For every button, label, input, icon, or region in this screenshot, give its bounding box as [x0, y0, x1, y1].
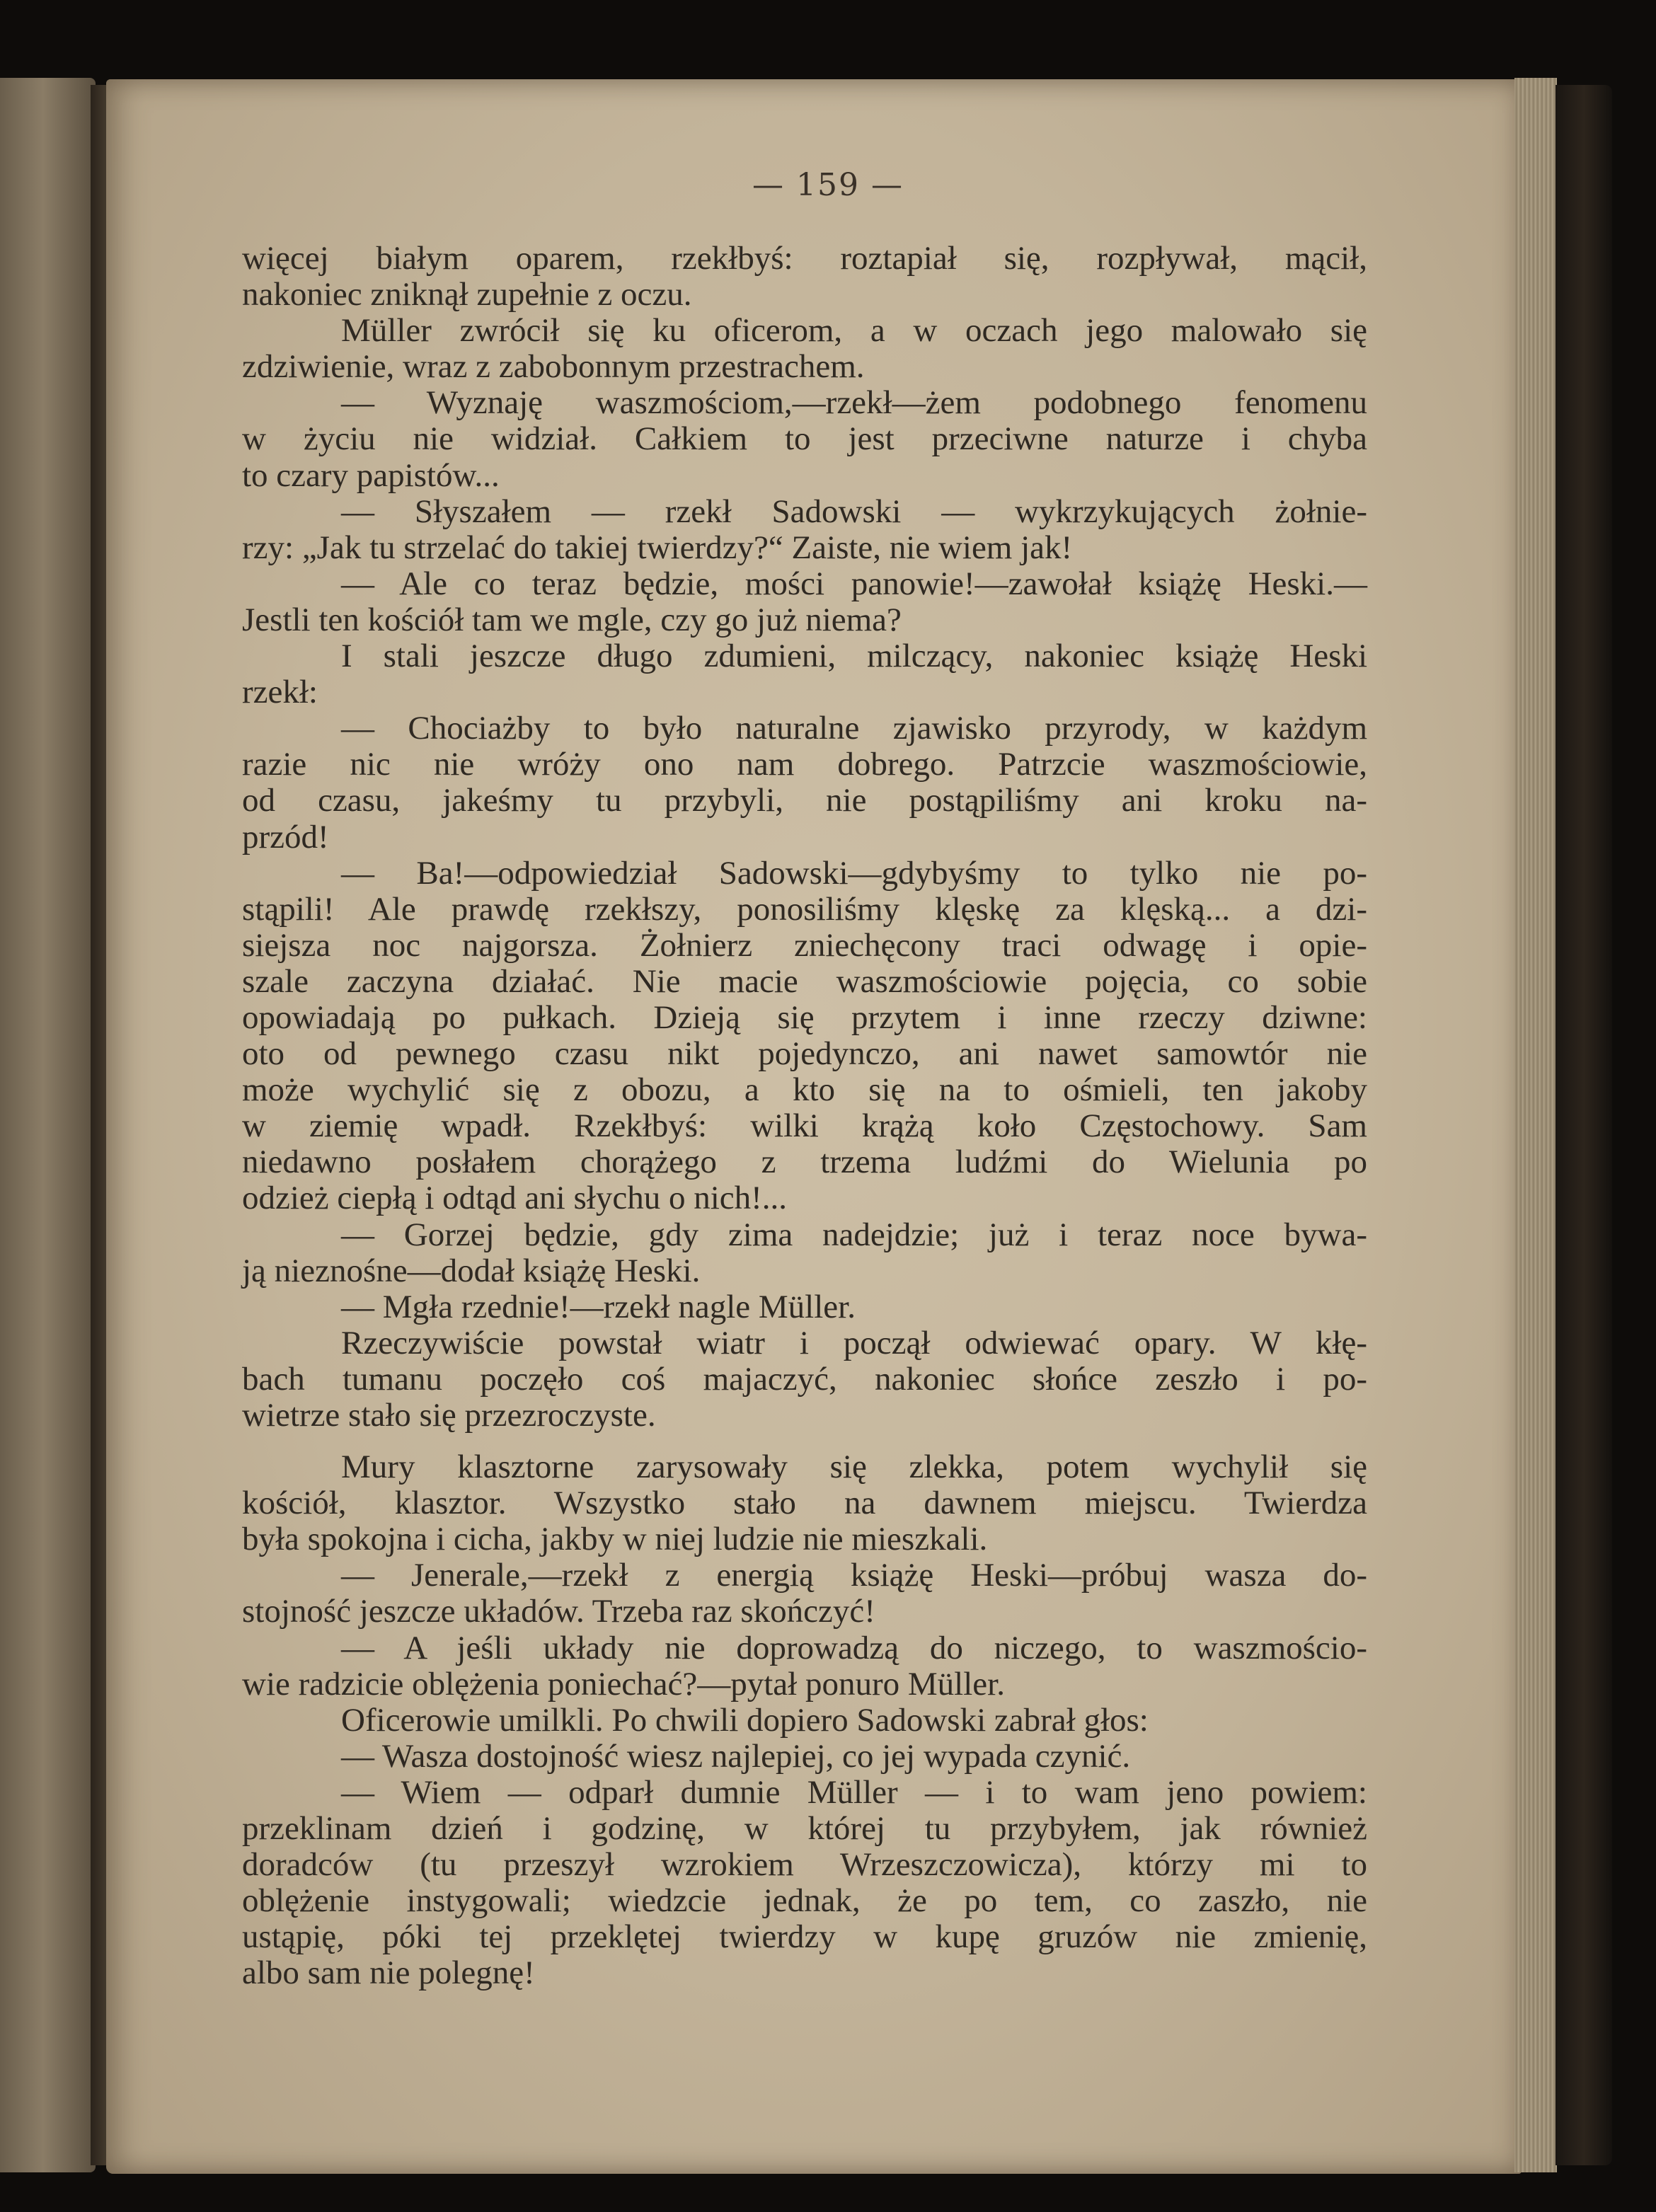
text-line: I stali jeszcze długo zdumieni, milczący, nakoniec książę Heski	[341, 638, 1367, 675]
text-line: razie nic nie wróży ono nam dobrego. Patrzcie waszmościowie,	[242, 746, 1367, 783]
paragraph	[242, 494, 1367, 566]
paragraph	[242, 1557, 1367, 1630]
text-line: była spokojna i cicha, jakby w niej ludzie nie mieszkali.	[242, 1521, 988, 1558]
text-line: w ziemię wpadł. Rzekłbyś: wilki krążą koło Częstochowy. Sam	[242, 1107, 1367, 1145]
text-line: to czary papistów...	[242, 456, 500, 494]
text-line: — Gorzej będzie, gdy zima nadejdzie; już i teraz noce bywa-	[341, 1216, 1367, 1253]
text-line: Oficerowie umilkli. Po chwili dopiero Sadowski zabrał głos:	[341, 1701, 1149, 1739]
text-line: zdziwienie, wraz z zabobonnym przestrachem.	[242, 348, 865, 386]
paragraph-gap	[242, 1434, 1367, 1449]
text-line: wie radzicie oblężenia poniechać?—pytał ponuro Müller.	[242, 1665, 1005, 1703]
paragraph	[242, 1449, 1367, 1557]
text-line: szale zaczyna działać. Nie macie waszmościowie pojęcia, co sobie	[242, 962, 1367, 1000]
text-line: przód!	[242, 818, 329, 856]
paragraph	[242, 241, 1367, 313]
paragraph	[242, 1289, 1367, 1325]
page-number: — 159 —	[752, 167, 904, 203]
text-line: — Wyznaję waszmościom,—rzekł—żem podobnego fenomenu	[341, 384, 1367, 422]
page-text-body	[242, 241, 1367, 1992]
text-line: — Wasza dostojność wiesz najlepiej, co jej wypada czynić.	[341, 1737, 1131, 1775]
paragraph	[242, 1775, 1367, 1992]
text-line: niedawno posłałem chorążego z trzema ludźmi do Wielunia po	[242, 1144, 1367, 1181]
text-line: oblężenie instygowali; wiedzcie jednak, że po tem, co zaszło, nie	[242, 1882, 1367, 1920]
text-line: może wychylić się z obozu, a kto się na to ośmieli, ten jakoby	[242, 1071, 1367, 1109]
text-line: oto od pewnego czasu nikt pojedynczo, ani nawet samowtór nie	[242, 1035, 1367, 1073]
text-line: Mury klasztorne zarysowały się zlekka, potem wychylił się	[341, 1448, 1367, 1486]
text-line: — Wiem — odparł dumnie Müller — i to wam jeno powiem:	[341, 1773, 1367, 1811]
text-line: opowiadają po pułkach. Dzieją się przytem i inne rzeczy dziwne:	[242, 998, 1367, 1036]
paragraph	[242, 1739, 1367, 1775]
paragraph	[242, 856, 1367, 1217]
paragraph	[242, 385, 1367, 493]
text-line: przeklinam dzień i godzinę, w której tu przybyłem, jak również	[242, 1810, 1367, 1848]
left-page-edge	[0, 78, 96, 2172]
paragraph	[242, 566, 1367, 638]
text-line: — Chociażby to było naturalne zjawisko przyrody, w każdym	[341, 710, 1367, 747]
text-line: — Słyszałem — rzekł Sadowski — wykrzykujących żołnie-	[341, 492, 1367, 530]
text-line: — A jeśli układy nie doprowadzą do niczego, to waszmościo-	[341, 1629, 1367, 1666]
text-line: wietrze stało się przezroczyste.	[242, 1397, 656, 1434]
text-line: Rzeczywiście powstał wiatr i począł odwiewać opary. W kłę-	[341, 1324, 1367, 1361]
text-line: odzież ciepłą i odtąd ani słychu o nich!...	[242, 1180, 788, 1217]
paragraph	[242, 638, 1367, 710]
paragraph	[242, 313, 1367, 385]
text-line: stąpili! Ale prawdę rzekłszy, ponosiliśmy klęskę za klęską... a dzi-	[242, 890, 1367, 928]
text-line: ustąpię, póki tej przeklętej twierdzy w kupę gruzów nie zmienię,	[242, 1918, 1367, 1956]
paragraph	[242, 1325, 1367, 1434]
text-line: w życiu nie widział. Całkiem to jest przeciwne naturze i chyba	[242, 420, 1367, 458]
paragraph	[242, 1217, 1367, 1289]
text-line: Jestli ten kościół tam we mgle, czy go już niema?	[242, 601, 902, 638]
text-line: ją nieznośne—dodał książę Heski.	[242, 1252, 701, 1289]
text-line: kościół, klasztor. Wszystko stało na dawnem miejscu. Twierdza	[242, 1485, 1367, 1522]
paragraph	[242, 1630, 1367, 1703]
text-line: od czasu, jakeśmy tu przybyli, nie postąpiliśmy ani kroku na-	[242, 782, 1367, 819]
paragraph	[242, 1703, 1367, 1739]
text-line: więcej białym oparem, rzekłbyś: roztapiał się, rozpływał, mącił,	[242, 240, 1367, 277]
text-line: rzekł:	[242, 674, 318, 711]
text-line: — Ba!—odpowiedział Sadowski—gdybyśmy to tylko nie po-	[341, 854, 1367, 892]
text-line: — Mgła rzednie!—rzekł nagle Müller.	[341, 1288, 856, 1325]
text-line: — Jenerale,—rzekł z energią książę Heski—próbuj wasza do-	[341, 1557, 1367, 1594]
text-line: bach tumanu poczęło coś majaczyć, nakoniec słońce zeszło i po-	[242, 1360, 1367, 1398]
text-line: stojność jeszcze układów. Trzeba raz skończyć!	[242, 1593, 875, 1630]
text-line: doradców (tu przeszył wzrokiem Wrzeszczowicza), którzy mi to	[242, 1846, 1367, 1884]
paragraph	[242, 710, 1367, 855]
book-cover-edge	[1556, 85, 1612, 2165]
page-stack-edge	[1514, 78, 1557, 2172]
text-line: albo sam nie polegnę!	[242, 1954, 535, 1992]
text-line: rzy: „Jak tu strzelać do takiej twierdzy?“ Zaiste, nie wiem jak!	[242, 529, 1073, 566]
text-line: nakoniec zniknął zupełnie z oczu.	[242, 276, 692, 313]
text-line: Müller zwrócił się ku oficerom, a w oczach jego malowało się	[341, 312, 1367, 350]
text-line: — Ale co teraz będzie, mości panowie!—zawołał książę Heski.—	[341, 565, 1367, 602]
text-line: siejsza noc najgorsza. Żołnierz zniechęcony traci odwagę i opie-	[242, 926, 1367, 964]
